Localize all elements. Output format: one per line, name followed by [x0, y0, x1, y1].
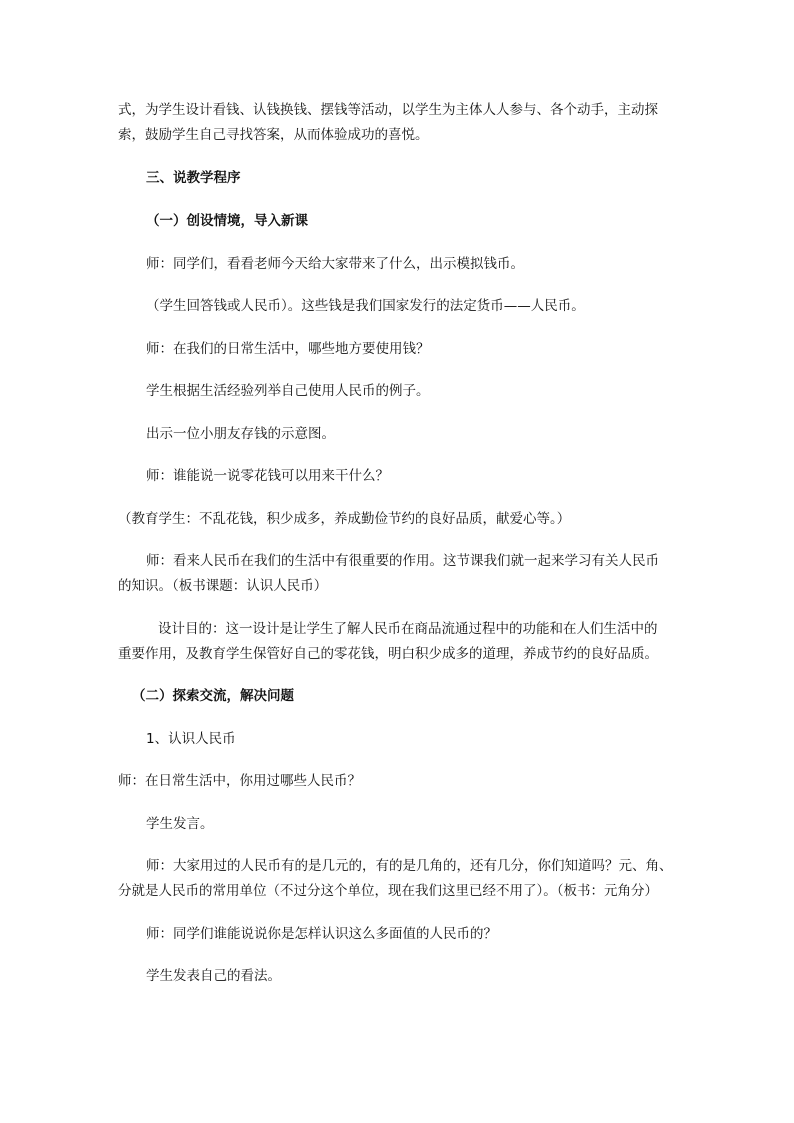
- paragraph-text: （学生回答钱或人民币）。这些钱是我们国家发行的法定货币——人民币。: [146, 298, 585, 314]
- paragraph-text: 师：同学们谁能说说你是怎样认识这么多面值的人民币的？: [146, 926, 497, 942]
- paragraph-text: 师：同学们，看看老师今天给大家带来了什么，出示模拟钱币。: [146, 256, 524, 272]
- paragraph-text: 索，鼓励学生自己寻找答案，从而体验成功的喜悦。: [118, 127, 429, 143]
- paragraph-text: 出示一位小朋友存钱的示意图。: [146, 426, 335, 442]
- paragraph-text: 师：在日常生活中，你用过哪些人民币？: [118, 773, 361, 789]
- paragraph-text: 设计目的：这一设计是让学生了解人民币在商品流通过程中的功能和在人们生活中的: [158, 621, 658, 637]
- paragraph-text: 学生发言。: [146, 816, 214, 832]
- paragraph-text: 师：在我们的日常生活中，哪些地方要使用钱？: [146, 341, 430, 357]
- paragraph-text: 分就是人民币的常用单位（不过分这个单位，现在我们这里已经不用了）。（板书：元角分）: [118, 883, 658, 899]
- paragraph-text: 师：谁能说一说零花钱可以用来干什么？: [146, 468, 389, 484]
- paragraph-text: 学生发表自己的看法。: [146, 968, 281, 984]
- list-item: 1、认识人民币: [146, 731, 236, 747]
- paragraph-text: 师：大家用过的人民币有的是几元的，有的是几角的，还有几分，你们知道吗？元、角、: [146, 858, 673, 874]
- subsection-heading: （一）创设情境，导入新课: [146, 213, 308, 229]
- paragraph-text: 的知识。（板书课题：认识人民币）: [118, 578, 328, 594]
- subsection-heading: （二）探索交流，解决问题: [132, 688, 294, 704]
- paragraph-text: 重要作用，及教育学生保管好自己的零花钱，明白积少成多的道理，养成节约的良好品质。: [118, 646, 658, 662]
- section-heading: 三、说教学程序: [146, 170, 241, 186]
- paragraph-text: 师：看来人民币在我们的生活中有很重要的作用。这节课我们就一起来学习有关人民币: [146, 553, 659, 569]
- paragraph-text: （教育学生：不乱花钱，积少成多，养成勤俭节约的良好品质，献爱心等。）: [118, 511, 571, 527]
- paragraph-text: 学生根据生活经验列举自己使用人民币的例子。: [146, 383, 430, 399]
- paragraph-text: 式，为学生设计看钱、认钱换钱、摆钱等活动，以学生为主体人人参与、各个动手，主动探: [118, 102, 658, 118]
